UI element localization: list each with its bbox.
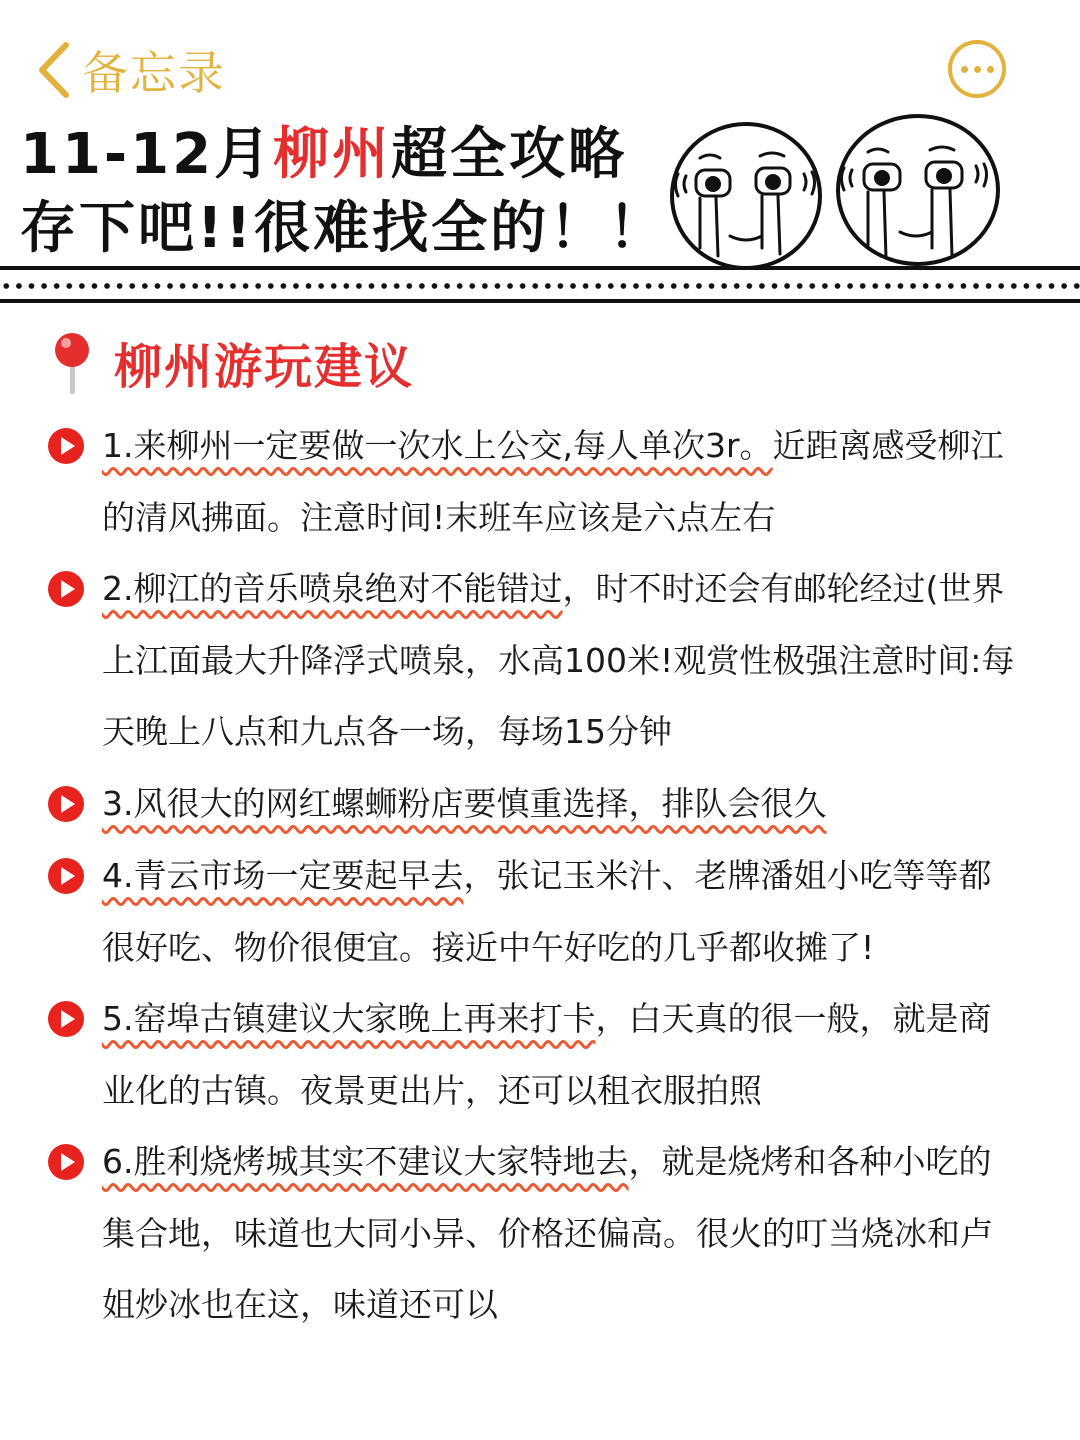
- tip-highlight: 5.窑埠古镇建议大家晚上再来打卡: [102, 999, 596, 1038]
- tip-text: [102, 553, 1022, 768]
- tip-highlight: 6.胜利烧烤城其实不建议大家特地去: [102, 1142, 629, 1181]
- tip-highlight: 3.风很大的网红螺蛳粉店要慎重选择，排队会很久: [102, 784, 827, 823]
- tip-text: [102, 1126, 1022, 1341]
- tip-rest: 近距离感受柳江的清风拂面。注意时间!末班车应该是六点左右: [102, 426, 1004, 537]
- tip-highlight: 4.青云市场一定要起早去: [102, 856, 464, 895]
- tip-highlight: 2.柳江的音乐喷泉绝对不能错过: [102, 569, 563, 608]
- crying-faces-icon: [664, 108, 1014, 273]
- tip-text: [102, 410, 1022, 553]
- tip-rest: ，就是烧烤和各种小吃的集合地，味道也大同小异、价格还偏高。很火的叮当烧冰和卢姐炒冰也在这，味道还可以: [102, 1142, 993, 1324]
- play-bullet-icon: [48, 571, 84, 607]
- play-bullet-icon: [48, 786, 84, 822]
- back-button[interactable]: [34, 38, 226, 102]
- tip-text: [102, 983, 1022, 1126]
- dotted-divider: [0, 283, 1080, 289]
- tip-rest: ，时不时还会有邮轮经过(世界上江面最大升降浮式喷泉，水高100米!观赏性极强注意时间:每天晚上八点和九点各一场，每场15分钟: [102, 569, 1015, 751]
- title-line-2: 存下吧!!很难找全的！！: [20, 196, 668, 261]
- tip-rest: ，白天真的很一般，就是商业化的古镇。夜景更出片，还可以租衣服拍照: [102, 999, 992, 1110]
- tip-text: [102, 768, 1022, 840]
- tip-rest: ，张记玉米汁、老牌潘姐小吃等等都很好吃、物价很便宜。接近中午好吃的几乎都收摊了!: [102, 856, 992, 967]
- play-bullet-icon: [48, 1001, 84, 1037]
- back-label: 备忘录: [82, 46, 226, 100]
- title-prefix: 11-12月: [20, 122, 274, 187]
- title-divider: [0, 266, 1080, 270]
- section-divider: [0, 299, 1080, 303]
- chevron-left-icon: [34, 39, 74, 101]
- more-button[interactable]: [948, 40, 1006, 98]
- play-bullet-icon: [48, 858, 84, 894]
- nav-bar: [0, 0, 1080, 110]
- map-pin-icon: [52, 330, 92, 396]
- title-highlight: 柳州: [273, 122, 392, 187]
- title-line-1: [20, 118, 660, 192]
- section-header: [52, 328, 414, 397]
- play-bullet-icon: [48, 428, 84, 464]
- tip-highlight: 1.来柳州一定要做一次水上公交,每人单次3r。: [102, 426, 773, 465]
- section-title: 柳州游玩建议: [114, 339, 415, 395]
- page-title: [20, 118, 668, 266]
- title-suffix: 超全攻略: [391, 122, 628, 187]
- play-bullet-icon: [48, 1144, 84, 1180]
- more-dots-icon: [961, 66, 968, 73]
- tip-text: [102, 840, 1022, 983]
